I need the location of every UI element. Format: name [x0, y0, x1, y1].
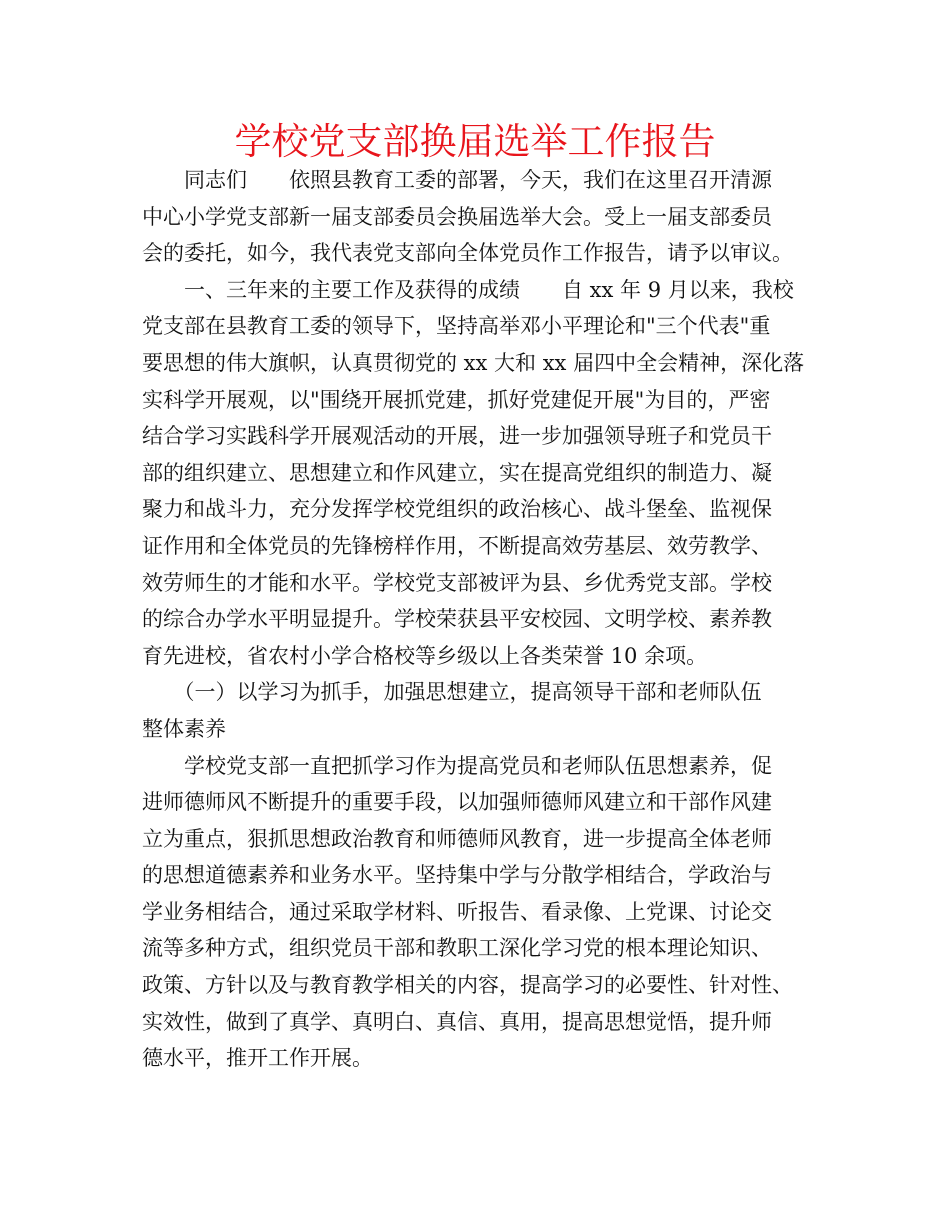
paragraph-line: 的综合办学水平明显提升。学校荣获县平安校园、文明学校、素养教 — [142, 607, 772, 632]
paragraph-line: 进师德师风不断提升的重要手段，以加强师德师风建立和干部作风建 — [142, 790, 772, 815]
paragraph-line: 的思想道德素养和业务水平。坚持集中学与分散学相结合，学政治与 — [142, 863, 772, 888]
paragraph-line: 立为重点，狠抓思想政治教育和师德师风教育，进一步提高全体老师 — [142, 826, 772, 851]
section-heading-line: （一）以学习为抓手，加强思想建立，提高领导干部和老师队伍 — [142, 680, 762, 705]
paragraph-line: 中心小学党支部新一届支部委员会换届选举大会。受上一届支部委员 — [142, 204, 772, 229]
paragraph-line: 要思想的伟大旗帜，认真贯彻党的 xx 大和 xx 届四中全会精神，深化落 — [142, 350, 805, 375]
paragraph-line: 党支部在县教育工委的领导下，坚持高举邓小平理论和"三个代表"重 — [142, 314, 771, 339]
paragraph-line: 政策、方针以及与教育教学相关的内容，提高学习的必要性、针对性、 — [142, 973, 793, 998]
paragraph-line: 结合学习实践科学开展观活动的开展，进一步加强领导班子和党员干 — [142, 424, 772, 449]
document-title: 学校党支部换届选举工作报告 — [234, 120, 716, 163]
paragraph-line: 流等多种方式，组织党员干部和教职工深化学习党的根本理论知识、 — [142, 936, 772, 961]
paragraph-line: 学校党支部一直把抓学习作为提高党员和老师队伍思想素养，促 — [142, 753, 772, 778]
paragraph-line: 部的组织建立、思想建立和作风建立，实在提高党组织的制造力、凝 — [142, 460, 772, 485]
paragraph-line: 一、三年来的主要工作及获得的成绩 自 xx 年 9 月以来，我校 — [142, 277, 794, 302]
paragraph-line: 育先进校，省农村小学合格校等乡级以上各类荣誉 10 余项。 — [142, 643, 708, 668]
paragraph-line: 实科学开展观，以"围绕开展抓党建，抓好党建促开展"为目的，严密 — [142, 387, 771, 412]
paragraph-line: 证作用和全体党员的先锋榜样作用，不断提高效劳基层、效劳教学、 — [142, 533, 772, 558]
paragraph-line: 实效性，做到了真学、真明白、真信、真用，提高思想觉悟，提升师 — [142, 1009, 772, 1034]
document-body — [142, 162, 832, 1077]
paragraph-line: 聚力和战斗力，充分发挥学校党组织的政治核心、战斗堡垒、监视保 — [142, 497, 772, 522]
paragraph-line: 效劳师生的才能和水平。学校党支部被评为县、乡优秀党支部。学校 — [142, 570, 772, 595]
paragraph-line: 同志们 依照县教育工委的部署，今天，我们在这里召开清源 — [142, 168, 772, 192]
paragraph-line: 德水平，推开工作开展。 — [142, 1046, 373, 1071]
paragraph-line: 会的委托，如今，我代表党支部向全体党员作工作报告，请予以审议。 — [142, 241, 793, 266]
section-heading-line: 整体素养 — [142, 716, 226, 741]
paragraph-line: 学业务相结合，通过采取学材料、听报告、看录像、上党课、讨论交 — [142, 899, 772, 924]
